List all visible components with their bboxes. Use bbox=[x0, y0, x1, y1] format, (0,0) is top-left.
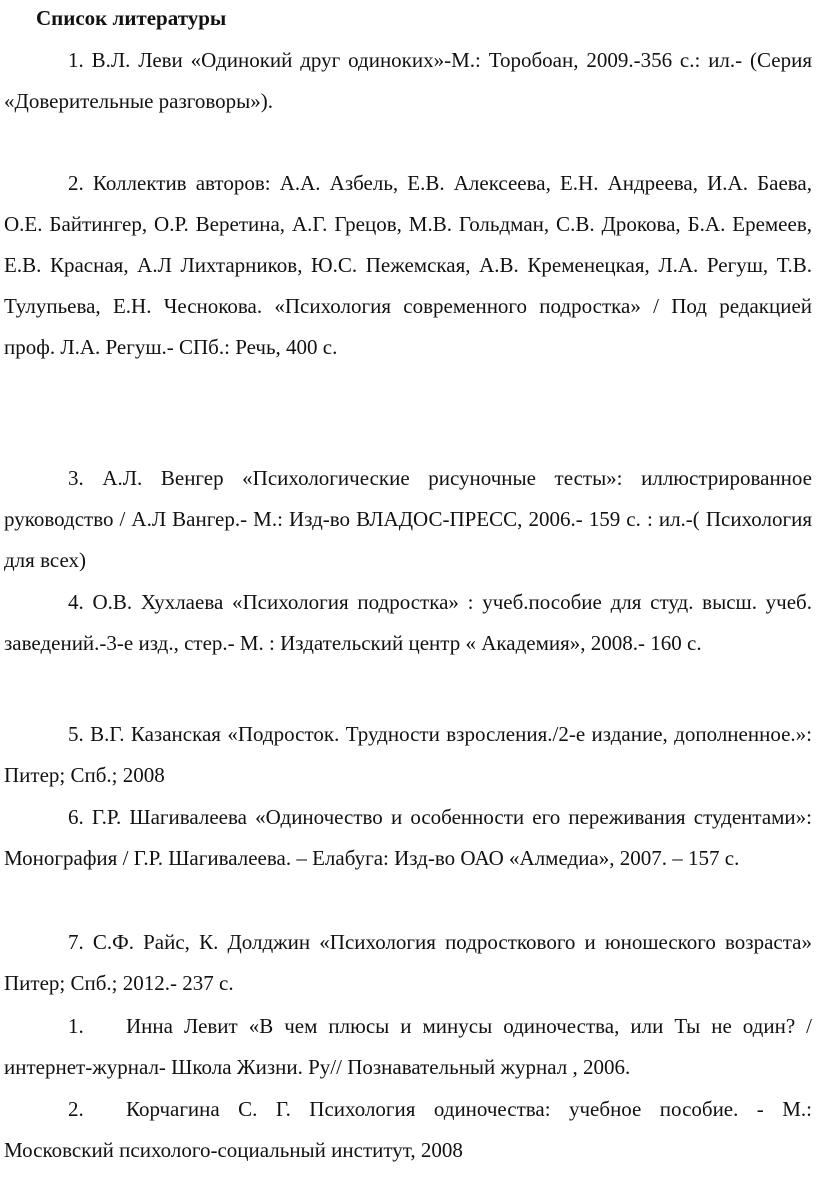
reference-item bbox=[4, 922, 812, 1004]
reference-text: В.Г. Казанская «Подросток. Трудности взросления./2-е издание, дополненное.»: Питер; Спб.; 2008 bbox=[4, 722, 813, 787]
reference-text: Коллектив авторов: А.А. Азбель, Е.В. Алексеева, Е.Н. Андреева, И.А. Баева, О.Е. Байтингер, О.Р. Веретина, А.Г. Грецов, М.В. Гольдман, С.В. Дрокова, Б.А. Еремеев, Е.В. Красная, А.Л Лихтарников, Ю.С. Пежемская, А.В. Кременецкая, Л.А. Регуш, Т.В. Тулупьева, Е.Н. Чеснокова. «Психология современного подростка» / Под редакцией проф. Л.А. Регуш.- СПб.: Речь, 400 с. bbox=[4, 171, 812, 359]
reference-number: 3. bbox=[68, 466, 84, 490]
reference-text: А.Л. Венгер «Психологические рисуночные тесты»: иллюстрированное руководство / А.Л Вангер.- М.: Изд-во ВЛАДОС-ПРЕСС, 2006.- 159 с. : ил.-( Психология для всех) bbox=[4, 466, 813, 572]
reference-number: 1. bbox=[68, 48, 84, 72]
reference-item bbox=[4, 1006, 812, 1088]
reference-number: 5. bbox=[68, 722, 84, 746]
reference-item bbox=[4, 40, 812, 122]
reference-number: 6. bbox=[68, 805, 84, 829]
reference-number: 7. bbox=[68, 930, 84, 954]
reference-text: Корчагина С. Г. Психология одиночества: учебное пособие. - М.: Московский психолого-социальный институт, 2008 bbox=[4, 1097, 812, 1162]
reference-text: С.Ф. Райс, К. Долджин «Психология подросткового и юношеского возраста» Питер; Спб.; 2012.- 237 с. bbox=[4, 930, 813, 995]
reference-item bbox=[4, 163, 812, 368]
reference-number: 2. bbox=[68, 1097, 84, 1121]
reference-text: О.В. Хухлаева «Психология подростка» : учеб.пособие для студ. высш. учеб. заведений.-3-е изд., стер.- М. : Издательский центр « Академия», 2008.- 160 с. bbox=[4, 590, 812, 655]
reference-item bbox=[4, 582, 812, 664]
reference-text: Г.Р. Шагивалеева «Одиночество и особенности его переживания студентами»: Монография / Г.Р. Шагивалеева. – Елабуга: Изд-во ОАО «Алмедиа», 2007. – 157 с. bbox=[4, 805, 813, 870]
reference-number: 4. bbox=[68, 590, 84, 614]
reference-number: 2. bbox=[68, 171, 84, 195]
reference-item bbox=[4, 458, 812, 581]
reference-text: В.Л. Леви «Одинокий друг одиноких»-М.: Торобоан, 2009.-356 с.: ил.- (Серия «Доверительные разговоры»). bbox=[4, 48, 812, 113]
reference-item bbox=[4, 797, 812, 879]
reference-number: 1. bbox=[68, 1014, 84, 1038]
page-title: Список литературы bbox=[36, 6, 227, 30]
reference-item bbox=[4, 1089, 812, 1171]
reference-item bbox=[4, 714, 812, 796]
reference-text: Инна Левит «В чем плюсы и минусы одиночества, или Ты не один? / интернет-журнал- Школа Жизни. Ру// Познавательный журнал , 2006. bbox=[4, 1014, 812, 1079]
